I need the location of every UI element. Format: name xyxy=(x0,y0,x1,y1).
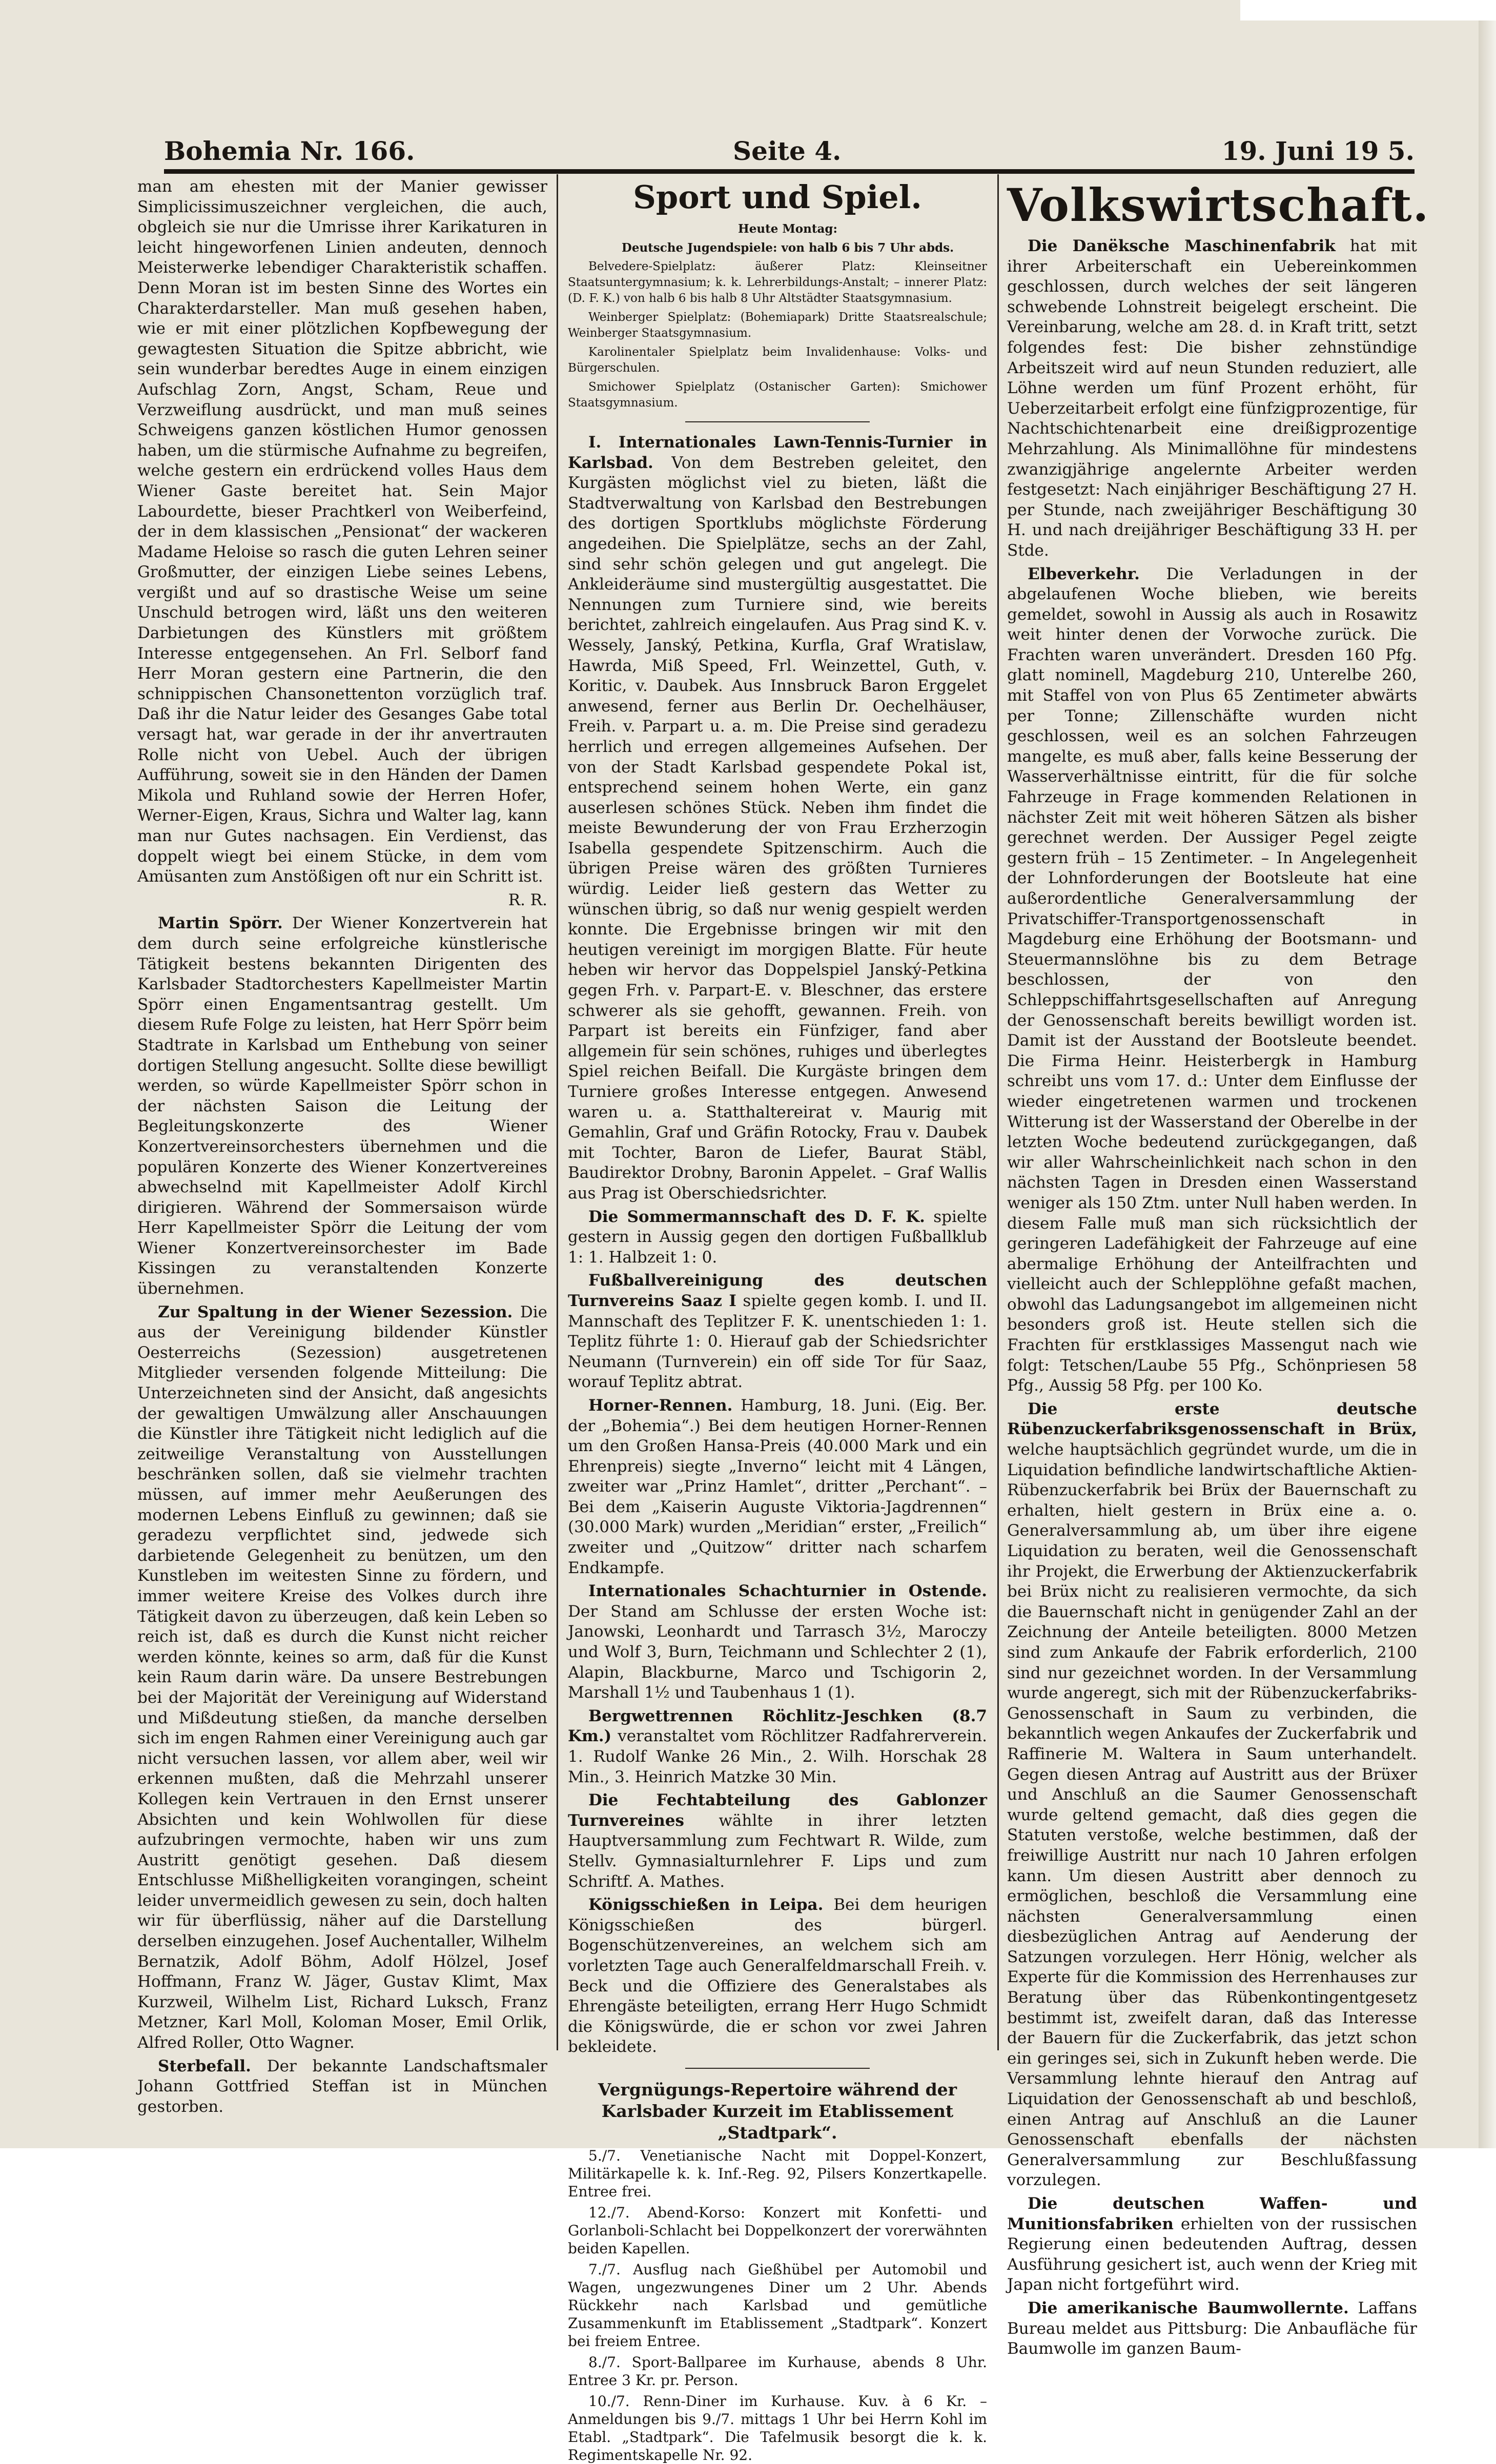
headline-martin-spoerr: Martin Spörr. xyxy=(158,914,283,933)
masthead-issue: Bohemia Nr. 166. xyxy=(164,136,415,166)
article-baumwollernte xyxy=(1007,2298,1417,2359)
article-horner-rennen xyxy=(568,1396,987,1578)
body-martin-spoerr: Der Wiener Konzertverein hat dem durch seine erfolgreiche künstlerische Tätigkeit bestens bekannten Dirigenten des Karlsbader Stadtorchesters Kapellmeister Martin Spörr einen Engamentsantrag gestellt. Um diesem Rufe Folge zu leisten, hat Herr Spörr beim Stadtrate in Karlsbad um Enthebung von seiner dortigen Stellung angesucht. Sollte diese bewilligt werden, so würde Kapellmeister Spörr schon in der nächsten Saison die Leitung der Begleitungskonzerte des Wiener Konzertvereinsorchesters übernehmen und die populären Konzerte des Wiener Konzertvereines abwechselnd mit Kapellmeister Adolf Kirchl dirigieren. Während der Sommersaison würde Herr Kapellmeister Spörr die Leitung der vom Wiener Konzertvereinsorchester im Bade Kissingen zu veranstaltenden Konzerte übernehmen. xyxy=(137,914,548,1298)
headline-koenigsschiessen: Königsschießen in Leipa. xyxy=(588,1896,824,1915)
column-feuilleton xyxy=(137,177,548,2116)
repertoire-item: 5./7. Venetianische Nacht mit Doppel-Konzert, Militärkapelle k. k. Inf.-Reg. 92, Pilsers Konzertkapelle. Entree frei. xyxy=(568,2147,987,2200)
headline-sommermannschaft: Die Sommermannschaft des D. F. K. xyxy=(588,1207,925,1226)
headline-saaz-football: Fußballvereinigung des deutschen Turnvereins Saaz I xyxy=(568,1271,987,1310)
scan-edge xyxy=(1479,0,1496,2148)
column-sport xyxy=(568,177,988,2463)
headline-maschinenfabrik: Die Danëksche Maschinenfabrik xyxy=(1028,237,1336,255)
schedule-weinberge: Weinberger Spielplatz: (Bohemiapark) Dritte Staatsrealschule; Weinberger Staatsgymnasium. xyxy=(568,311,987,340)
body-sterbefall: Der bekannte Landschaftsmaler Johann Gottfried Steffan ist in München gestorben. xyxy=(137,2056,548,2116)
schedule-karolinental: Karolinentaler Spielplatz beim Invalidenhause: Volks- und Bürgerschulen. xyxy=(568,345,987,375)
page-number: Seite 4. xyxy=(733,136,842,166)
section-divider-2 xyxy=(685,2068,870,2069)
article-sommermannschaft xyxy=(568,1207,987,1268)
body-sezession: Die aus der Vereinigung bildender Künstler Oesterreichs (Sezession) ausgetretenen Mitglieder versenden folgende Mitteilung: Die Unterzeichneten sind der Ansicht, daß angesichts der gewaltigen Umwälzung aller Anschauungen die Künstler ihre Tätigkeit nicht lediglich auf die zeitweilige Veranstaltung von Ausstellungen beschränken sollen, daß sie vielmehr trachten müssen, auf immer mehr Aeußerungen des modernen Lebens Einfluß zu gewinnen; daß sie geradezu verpflichtet sind, jedwede sich darbietende Gelegenheit zu benützen, um den Kunstleben im weitesten Sinne zu fördern, und immer weitere Kreise des Volkes durch ihre Tätigkeit davon zu überzeugen, daß kein Leben so reich ist, daß es durch die Kunst nicht reicher werden könnte, keines so arm, daß für die Kunst kein Raum darin wäre. Da unsere Bestrebungen bei der Majorität der Vereinigung auf Widerstand und Mißdeutung stießen, da manche derselben sich im engen Rahmen einer Vereinigung auch gar nicht versuchen lassen, vor allem aber, weil wir erkennen mußten, daß die Mehrzahl unserer Kollegen kein Vertrauen in den Ernst unserer Absichten und kein Wohlwollen für diese aufzubringen vermochte, haben wir uns zum Austritt genötigt gesehen. Daß diesem Entschlusse Mißhelligkeiten vorangingen, scheint leider unvermeidlich gewesen zu sein, doch halten wir für überflüssig, näher auf die Darstellung derselben einzugehen. Josef Auchentaller, Wilhelm Bernatzik, Adolf Böhm, Adolf Hölzel, Josef Hoffmann, Franz W. Jäger, Gustav Klimt, Max Kurzweil, Wilhelm List, Richard Luksch, Franz Metzner, Karl Moll, Koloman Moser, Emil Orlik, Alfred Roller, Otto Wagner. xyxy=(137,1302,548,2052)
headline-ruebenzucker: Die erste deutsche Rübenzuckerfabriksgenossenschaft in Brüx, xyxy=(1007,1399,1417,1439)
section-title-sport: Sport und Spiel. xyxy=(633,178,922,216)
schedule-youth-games: Deutsche Jugendspiele: von halb 6 bis 7 Uhr abds. xyxy=(621,241,954,255)
author-signature: R. R. xyxy=(508,890,547,909)
article-maschinenfabrik xyxy=(1007,236,1417,561)
article-elbeverkehr xyxy=(1007,564,1417,1396)
article-ruebenzucker xyxy=(1007,1399,1417,2191)
header-rule xyxy=(164,169,1415,174)
headline-bergwettrennen: Bergwettrennen Röchlitz-Jeschken (8.7 Km.) xyxy=(568,1706,987,1746)
section-title-economy: Volkswirtschaft. xyxy=(1007,178,1430,232)
article-sterbefall xyxy=(137,2056,547,2117)
section-divider xyxy=(685,421,870,422)
article-koenigsschiessen xyxy=(568,1895,987,2058)
article-waffenfabriken xyxy=(1007,2194,1417,2295)
body-lawn-tennis: Von dem Bestreben geleitet, den Kurgästen möglichst viel zu bieten, läßt die Stadtverwaltung von Karlsbad den Bestrebungen des dortigen Sportklubs möglichste Förderung angedeihen. Die Spielplätze, sechs an der Zahl, sind sehr schön gelegen und gut angelegt. Die Ankleideräume sind mustergültig ausgestattet. Die Nennungen zum Turniere sind, wie bereits berichtet, zahlreich eingelaufen. Aus Prag sind K. v. Wessely, Janský, Petkina, Kurfla, Graf Wratislaw, Hawrda, Miß Speed, Frl. Weinzettel, Guth, v. Koritic, v. Daubek. Aus Innsbruck Baron Erggelet anwesend, ferner aus Berlin Dr. Oechelhäuser, Freih. v. Parpart u. a. m. Die Preise sind geradezu herrlich und erregen allgemeines Aufsehen. Der von der Stadt Karlsbad gespendete Pokal ist, entsprechend seinem hohen Werte, ein ganz auserlesen schönes Stück. Neben ihm findet die meiste Bewunderung der von Frau Erzherzogin Isabella gespendete Spitzenschirm. Auch die übrigen Preise wären des größten Turnieres würdig. Leider ließ gestern das Wetter zu wünschen übrig, so daß nur wenig gespielt werden konnte. Die Ergebnisse bringen wir mit den heutigen vereinigt im morgigen Blatte. Für heute heben wir hervor das Doppelspiel Janský-Petkina gegen Frh. v. Parpart-E. v. Bleschner, das ersterе schwerer als sie gehofft, gewannen. Freih. von Parpart ist bereits ein Fünfziger, fand aber allgemein für sein schönes, ruhiges und überlegtes Spiel reichen Beifall. Die Kurgäste bringen dem Turniere großes Interesse entgegen. Anwesend waren u. a. Statthaltereirat v. Maurig mit Gemahlin, Graf und Gräfin Rotocky, Frau v. Daubek mit Tochter, Baron de Liefer, Baurat Stäbl, Baudirektor Drobny, Baronin Appelet. – Graf Wallis aus Prag ist Oberschiedsrichter. xyxy=(568,453,988,1203)
article-sezession xyxy=(137,1302,547,2053)
headline-chess-ostende: Internationales Schachturnier in Ostende. xyxy=(588,1582,987,1601)
headline-elbeverkehr: Elbeverkehr. xyxy=(1028,564,1140,583)
body-baumwollernte: Laffans Bureau meldet aus Pittsburg: Die Anbaufläche für Baumwolle im ganzen Baum- xyxy=(1007,2298,1417,2358)
repertoire-item: 12./7. Abend-Korso: Konzert mit Konfetti- und Gorlanboli-Schlacht bei Doppelkonzert der vorerwähnten beiden Kapellen. xyxy=(568,2204,987,2257)
repertoire-item: 8./7. Sport-Ballparee im Kurhause, abends 8 Uhr. Entree 3 Kr. pr. Person. xyxy=(568,2353,987,2389)
schedule-belvedere: Belvedere-Spielplatz: äußerer Platz: Kleinseitner Staatsuntergymnasium; k. k. Lehrerbildungs-Anstalt; – innerer Platz: (D. F. K.) von halb 6 bis halb 8 Uhr Altstädter Staatsgymnasium. xyxy=(568,260,987,305)
article-lawn-tennis xyxy=(568,433,987,1204)
body-horner-rennen: Hamburg, 18. Juni. (Eig. Ber. der „Bohemia“.) Bei dem heutigen Horner-Rennen um den Großen Hansa-Preis (40.000 Mark und ein Ehrenpreis) siegte „Inverno“ leicht mit 4 Längen, zweiter war „Prinz Hamlet“, dritter „Perchant“. – Bei dem „Kaiserin Auguste Viktoria-Jagdrennen“ (30.000 Mark) wurden „Meridian“ erster, „Freilich“ zweiter und „Quitzow“ dritter nach scharfem Endkampfe. xyxy=(568,1396,987,1577)
schedule-smichow: Smichower Spielplatz (Ostanischer Garten): Smichower Staatsgymnasium. xyxy=(568,380,987,410)
headline-sterbefall: Sterbefall. xyxy=(158,2056,251,2075)
body-ruebenzucker: welche hauptsächlich gegründet wurde, um die in Liquidation befindliche landwirtschaftliche Aktien-Rübenzuckerfabrik bei Brüx der Bauernschaft zu erhalten, hielt gestern in Brüx eine a. o. Generalversammlung ab, um über ihre eigene Liquidation zu beraten, weil die Genossenschaft ihr Projekt, die Erwerbung der Aktienzuckerfabrik bei Brüx nicht zu realisieren vermochte, da sich die Bauernschaft nicht in genügender Zahl an der Zeichnung der Anteile beteiligten. 8000 Metzen sind zum Ankaufe der Fabrik erforderlich, 2100 sind nur gezeichnet worden. In der Versammlung wurde angeregt, sich mit der Rübenzuckerfabriks-Genossenschaft in Saum zu verbinden, die bekanntlich wegen Ankaufes der Zuckerfabrik und Raffinerie M. Waltera in Saum unterhandelt. Gegen diesen Antrag auf Austritt aus der Brüxer und Anschluß an die Saumer Genossenschaft wurde geltend gemacht, daß dies gegen die Statuten verstoße, welche bestimmen, daß der freiwillige Austritt nur nach 10 Jahren erfolgen kann. Um diesen Austritt aber dennoch zu ermöglichen, beschloß die Versammlung eine nächsten Generalversammlung einen diesbezüglichen Antrag auf Aenderung der Satzungen vorzulegen. Herr Hönig, welcher als Experte für die Kommission des Herrenhauses zur Beratung über das Rübenkontingentgesetz bestimmt ist, zweifelt daran, daß das Interesse der Bauern für die Zuckerfabrik, das jetzt schon ein geringes sei, sich in Zukunft heben werde. Die Versammlung lehnte hierauf den Antrag auf Liquidation der Genossenschaft ab und beschloß, einen Antrag auf Anschluß an die Launer Genossenschaft ebenfalls der nächsten Generalversammlung zur Beschlußfassung vorzulegen. xyxy=(1007,1440,1417,2190)
headline-waffenfabriken: Die deutschen Waffen- und Munitionsfabriken xyxy=(1007,2194,1417,2233)
article-saaz-football xyxy=(568,1271,987,1393)
headline-sezession: Zur Spaltung in der Wiener Sezession. xyxy=(158,1302,513,1321)
schedule-heading: Heute Montag: xyxy=(738,222,837,236)
article-martin-spoerr xyxy=(137,913,547,1299)
body-chess-ostende: Der Stand am Schlusse der ersten Woche ist: Janowski, Leonhardt und Tarrasch 3½, Maroczy und Wolf 3, Burn, Teichmann und Schlechter 2 (1), Alapin, Blackburne, Marco und Tschigorin 2, Marshall 1½ und Taubenhaus 1 (1). xyxy=(568,1602,987,1702)
body-koenigsschiessen: Bei dem heurigen Königsschießen des bürgerl. Bogenschützenvereines, an welchem sich am vorletzten Tage auch Generalfeldmarschall Freih. v. Beck und die Offiziere des Generalstabes als Ehrengäste beteiligten, errang Herr Hugo Schmidt die Königswürde, die er schon vor zwei Jahren bekleidete. xyxy=(568,1896,987,2056)
body-saaz-football: spielte gegen komb. I. und II. Mannschaft des Teplitzer F. K. unentschieden 1: 1. Teplitz führte 1: 0. Hierauf gab der Schiedsrichter Neumann (Turnverein) ein off side Tor für Saaz, worauf Teplitz abtrat. xyxy=(568,1291,988,1392)
body-waffenfabriken: erhielten von der russischen Regierung einen bedeutenden Auftrag, dessen Ausführung gesichert ist, auch wenn der Krieg mit Japan nicht fortgeführt wird. xyxy=(1007,2214,1417,2294)
column-economy xyxy=(1007,177,1430,2358)
repertoire-item: 10./7. Renn-Diner im Kurhause. Kuv. à 6 Kr. – Anmeldungen bis 9./7. mittags 1 Uhr bei Herrn Kohl im Etabl. „Stadtpark“. Die Tafelmusik besorgt die k. k. Regimentskapelle Nr. 92. xyxy=(568,2392,987,2463)
headline-baumwollernte: Die amerikanische Baumwollernte. xyxy=(1028,2298,1349,2317)
body-sommermannschaft: spielte gestern in Aussig gegen den dortigen Fußballklub 1: 1. Halbzeit 1: 0. xyxy=(568,1207,987,1267)
issue-date: 19. Juni 19 5. xyxy=(1221,136,1415,166)
body-bergwettrennen: veranstaltet vom Röchlitzer Radfahrerverein. 1. Rudolf Wanke 26 Min., 2. Wilh. Horschak 28 Min., 3. Heinrich Matzke 30 Min. xyxy=(568,1727,987,1786)
torn-corner xyxy=(1240,0,1496,21)
headline-lawn-tennis: I. Internationales Lawn-Tennis-Turnier in Karlsbad. xyxy=(568,433,987,472)
column-divider-2 xyxy=(997,174,999,2050)
article-fechtabteilung xyxy=(568,1790,987,1892)
headline-fechtabteilung: Die Fechtabteilung des Gablonzer Turnvereines xyxy=(568,1791,987,1830)
headline-horner-rennen: Horner-Rennen. xyxy=(588,1396,733,1415)
article-chess-ostende xyxy=(568,1581,987,1703)
repertoire-title: Vergnügungs-Repertoire während der Karlsbader Kurzeit im Etablissement „Stadtpark“. xyxy=(598,2079,957,2143)
repertoire-item: 7./7. Ausflug nach Gießhübel per Automobil und Wagen, ungezwungenes Diner um 2 Uhr. Abends Rückkehr nach Karlsbad und gemütliche Zusammenkunft im Etablissement „Stadtpark“. Konzert bei freiem Entree. xyxy=(568,2261,987,2350)
body-fechtabteilung: wählte in ihrer letzten Hauptversammlung zum Fechtwart R. Wilde, zum Stellv. Gymnasialturnlehrer F. Lips und zum Schriftf. A. Mathes. xyxy=(568,1811,987,1891)
article-bergwettrennen xyxy=(568,1706,987,1787)
column-divider-1 xyxy=(557,174,558,2050)
body-maschinenfabrik: hat mit ihrer Arbeiterschaft ein Uebereinkommen geschlossen, durch welches der seit längeren schwebende Lohnstreit beigelegt erscheint. Die Vereinbarung, welche am 28. d. in Kraft tritt, setzt folgendes fest: Die bisher zehnstündige Arbeitszeit wird auf neun Stunden reduziert, alle Löhne werden um fünf Prozent erhöht, für Ueberzeitarbeit erfolgt eine fünfzigprozentige, für Nachtschichtenarbeit eine dreißigprozentige Mehrzahlung. Als Minimallöhne für mindestens zwanzigjährige angelernte Arbeiter werden festgesetzt: Nach einjähriger Beschäftigung 27 H. per Stunde, nach zweijähriger Beschäftigung 30 H. und nach dreijähriger Beschäftigung 33 H. per Stde. xyxy=(1007,237,1417,560)
page-header xyxy=(164,136,1415,172)
article-moran-review: man am ehesten mit der Manier gewisser Simplicissimuszeichner vergleichen, die auch, obgleich sie nur die Umrisse ihrer Karikaturen in leicht hingeworfenen Linien andeuten, dennoch Meisterwerke lebendiger Charakteristik schaffen. Denn Moran ist im besten Sinne des Wortes ein Charakterdarsteller. Man muß gesehen haben, wie er mit einer plötzlichen Kopfbewegung der gewagtesten Situation die Spitze abbricht, wie sein wunderbar beredtes Auge in einem einzigen Aufschlag Zorn, Angst, Scham, Reue und Verzweiflung ausdrückt, und man muß seines Schweigens ganzen köstlichen Humor genossen haben, um die stürmische Aufnahme zu begreifen, welche gestern ein erdrückend volles Haus dem Wiener Gaste bereitet hat. Sein Major Labourdette, bieser Prachtkerl von Weiberfeind, der in dem klassischen „Pensionat“ der wackeren Madame Heloise so rasch die guten Lehren seiner Großmutter, der einzigen Liebe seines Lebens, vergißt und auf so drastische Weise um seine Unschuld betrogen wird, läßt uns den weiteren Darbietungen des Künstlers mit größtem Interesse entgegensehen. An Frl. Selborf fand Herr Moran gestern eine Partnerin, die den schnippischen Chansonettenton vorzüglich traf. Daß ihr die Natur leider des Gesanges Gabe total versagt hat, war gerade in der ihr anvertrauten Rolle nicht von Uebel. Auch der übrigen Aufführung, soweit sie in den Händen der Damen Mikola und Ruhland sowie der Herren Hofer, Werner-Eigen, Kraus, Sichra und Walter lag, kann man nur Gutes nachsagen. Ein Verdienst, das doppelt wiegt bei einem Stücke, in dem vom Amüsanten zum Anstößigen oft nur ein Schritt ist. xyxy=(137,177,547,886)
body-elbeverkehr: Die Verladungen in der abgelaufenen Woche blieben, wie bereits gemeldet, sowohl in Aussig als auch in Rosawitz weit hinter denen der Vorwoche zurück. Die Frachten waren unverändert. Dresden 160 Pfg. glatt nominell, Magdeburg 210, Unterelbe 260, mit Staffel von von Plus 65 Zentimeter abwärts per Tonne; Zillenschäfte wurden nicht geschlossen, weil es an solchen Fahrzeugen mangelte, es muß aber, falls keine Besserung der Wasserverhältnisse eintritt, für die für solche Fahrzeuge in Frage kommenden Relationen in nächster Zeit mit weit höheren Sätzen als bisher gerechnet werden. Der Aussiger Pegel zeigte gestern früh – 15 Zentimeter. – In Angelegenheit der Lohnforderungen der Bootsleute hat eine außerordentliche Generalversammlung der Privatschiffer-Transportgenossenschaft in Magdeburg eine Erhöhung der Bootsmann- und Steuermannslöhne bis zu dem Betrage beschlossen, der von den Schleppschiffahrtsgesellschaften auf Anregung der Genossenschaft bereits bewilligt worden ist. Damit ist der Ausstand der Bootsleute beendet. Die Firma Heinr. Heisterbergk in Hamburg schreibt uns vom 17. d.: Unter dem Einflusse der wieder eingetretenen warmen und trockenen Witterung ist der Wasserstand der Oberelbe in der letzten Woche bedeutend zurückgegangen, daß wir aller Wahrscheinlichkeit nach schon in den nächsten Tagen in Dresden einen Wasserstand weniger als 150 Ztm. unter Null haben werden. In diesem Falle muß man sich rücksichtlich der geringeren Ladefähigkeit der Fahrzeuge auf eine abermalige Erhöhung der Anteilfrachten und vielleicht auch der Schlepplöhne gefaßt machen, obwohl das Ladungsangebot im allgemeinen nicht besonders groß ist. Heute stellen sich die Frachten für erstklassiges Massengut nach wie folgt: Tetschen/Laube 55 Pfg., Schönpriesen 58 Pfg., Aussig 58 Pfg. per 100 Ko. xyxy=(1007,564,1417,1395)
